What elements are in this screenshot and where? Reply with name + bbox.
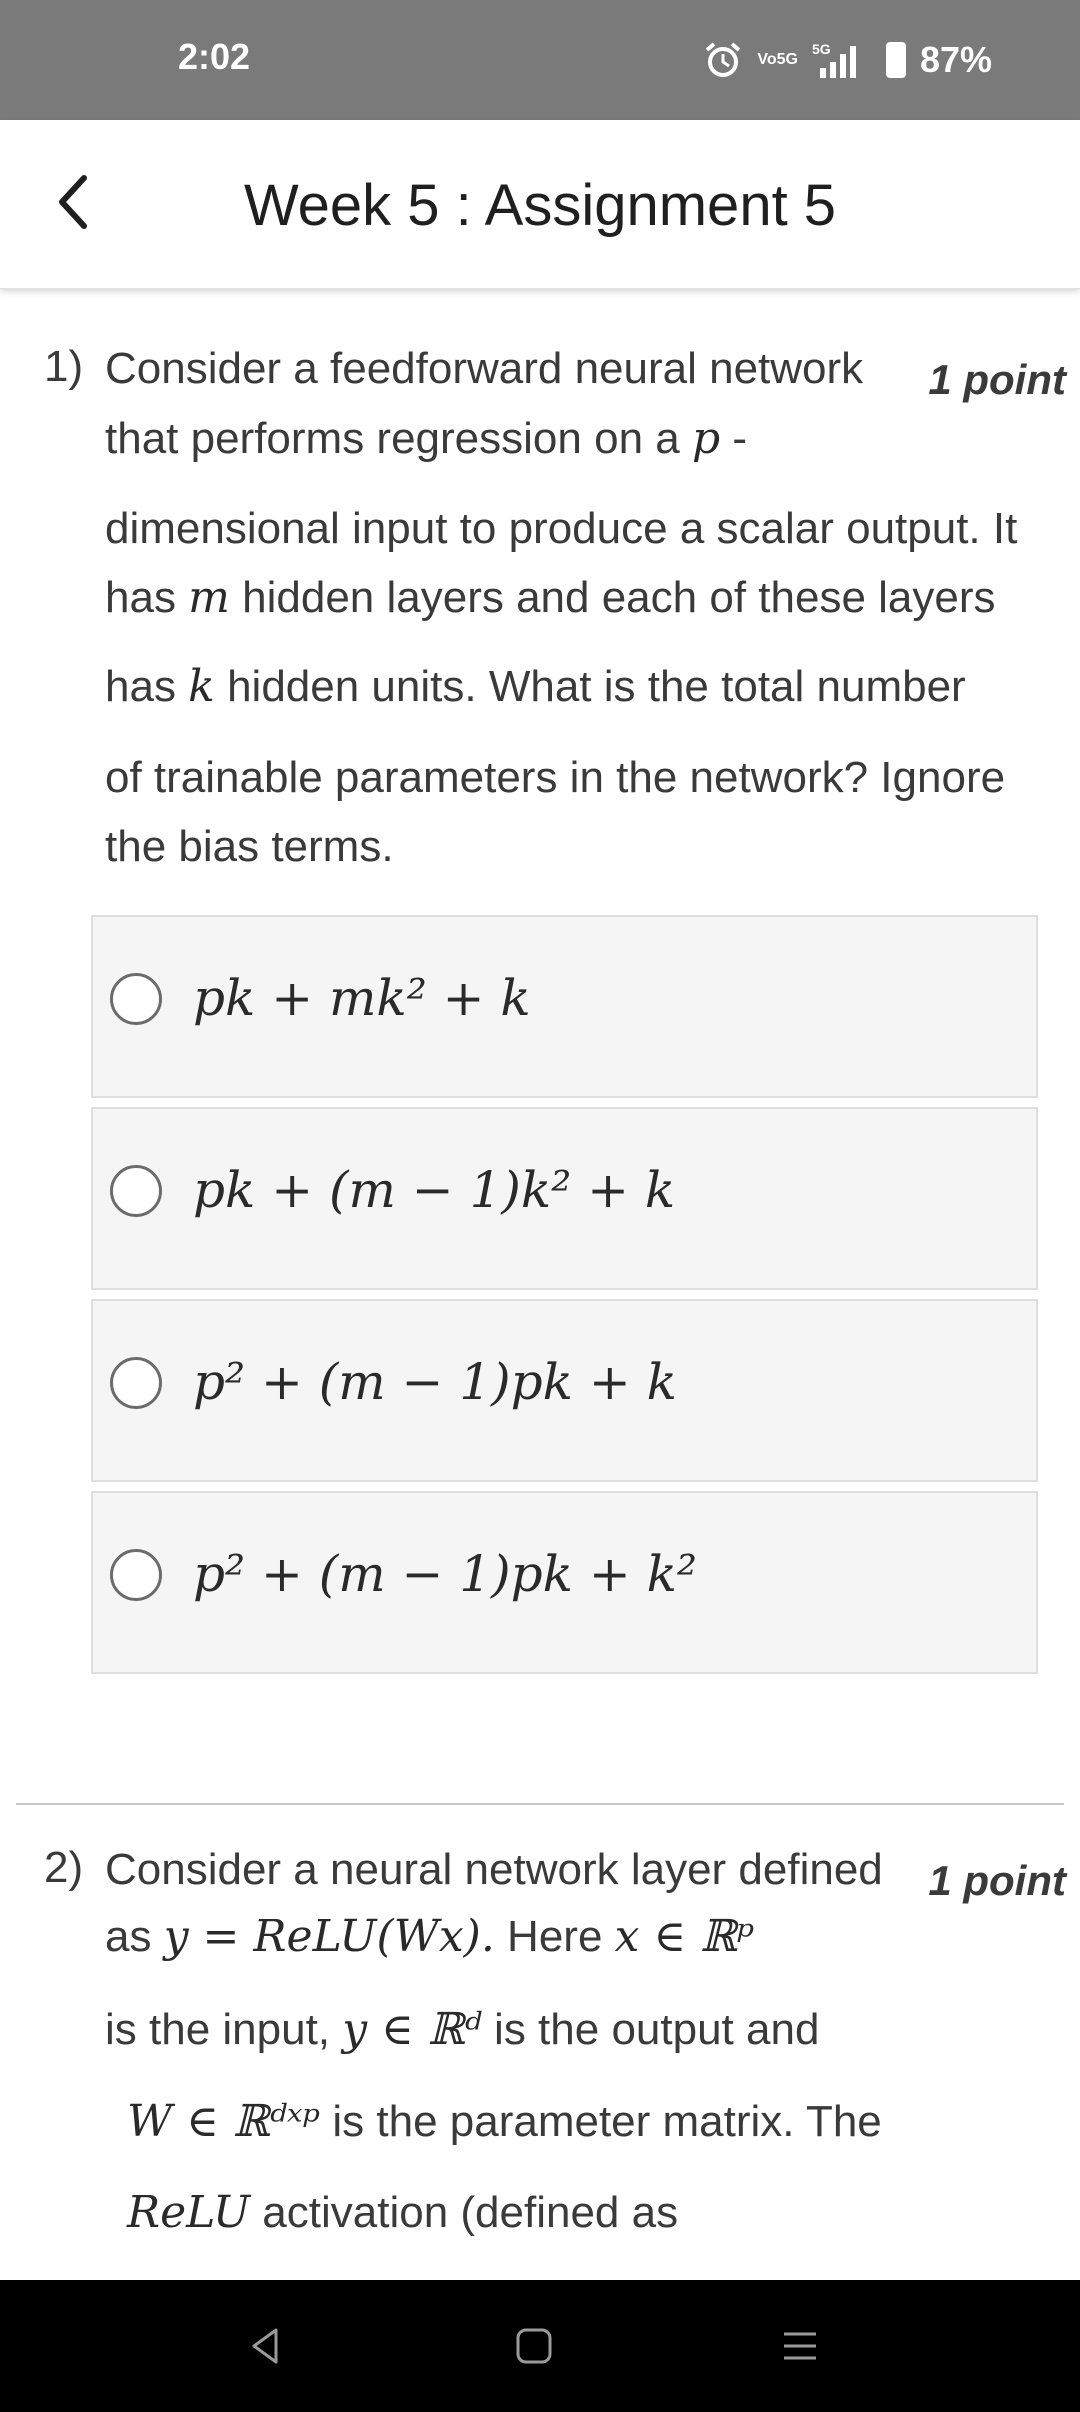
math-expression: y ∈ ℝᵈ [342,2004,482,2055]
answer-option[interactable] [91,915,1038,1098]
signal-icon [812,40,866,80]
question-number: 1) [44,342,84,391]
question-text-line: ReLU activation (defined as [127,2187,679,2238]
question-text-line: dimensional input to produce a scalar output. It [105,504,1018,553]
battery-percent: 87% [919,39,992,80]
radio-button[interactable] [110,1165,162,1217]
math-var: m [188,572,230,623]
nav-back-icon [242,2322,290,2370]
math-expression: ReLU [127,2187,251,2238]
volte-indicator [757,52,798,68]
network-type: 5G [811,41,831,57]
question-text-line: the bias terms. [105,822,394,871]
question-text-line: as y = ReLU(Wx). Here x ∈ ℝᵖ [105,1911,755,1962]
question-number: 2) [44,1843,84,1892]
nav-home-button[interactable] [502,2314,566,2378]
volte-line2: 5G [776,51,798,68]
question-2 [0,1843,1080,2273]
question-1 [0,342,1080,1682]
battery-icon [886,42,906,78]
page-title: Week 5 : Assignment 5 [243,173,837,238]
option-label: p² + (m − 1)pk + k [193,1353,677,1411]
question-points: 1 point [928,356,1066,403]
nav-back-button[interactable] [234,2314,298,2378]
answer-option[interactable] [91,1299,1038,1482]
status-time: 2:02 [178,36,251,77]
alarm-icon [703,40,743,80]
question-text-line: that performs regression on a p - [105,413,748,464]
status-bar [0,0,1080,120]
radio-button[interactable] [110,1549,162,1601]
question-text-line: has m hidden layers and each of these layers [105,572,996,623]
volte-line1: Vo [757,51,777,68]
option-label: p² + (m − 1)pk + k² [193,1545,697,1603]
question-text-line: is the input, y ∈ ℝᵈ is the output and [105,2004,820,2055]
option-label: pk + mk² + k [193,969,531,1027]
question-text-line: W ∈ ℝᵈˣᵖ is the parameter matrix. The [127,2096,882,2147]
math-expression: x ∈ ℝᵖ [614,1911,755,1962]
nav-recents-button[interactable] [768,2314,832,2378]
nav-recents-icon [776,2322,824,2370]
radio-button[interactable] [110,973,162,1025]
status-icons [703,36,992,84]
question-text-line: Consider a neural network layer defined [105,1845,883,1894]
nav-home-icon [510,2322,558,2370]
math-expression: y = ReLU(Wx). [163,1911,495,1962]
answer-option[interactable] [91,1491,1038,1674]
question-text-line: Consider a feedforward neural network [105,344,864,393]
question-text-line: has k hidden units. What is the total number [105,661,966,712]
option-label: pk + (m − 1)k² + k [193,1161,676,1219]
question-points: 1 point [928,1857,1066,1904]
math-var: k [188,661,215,712]
math-var: p [691,413,721,464]
question-divider [16,1803,1064,1805]
radio-button[interactable] [110,1357,162,1409]
system-nav-bar [0,2280,1080,2412]
app-header [0,120,1080,289]
question-text-line: of trainable parameters in the network? Ignore [105,753,1006,802]
math-expression: W ∈ ℝᵈˣᵖ [127,2096,321,2147]
answer-option[interactable] [91,1107,1038,1290]
